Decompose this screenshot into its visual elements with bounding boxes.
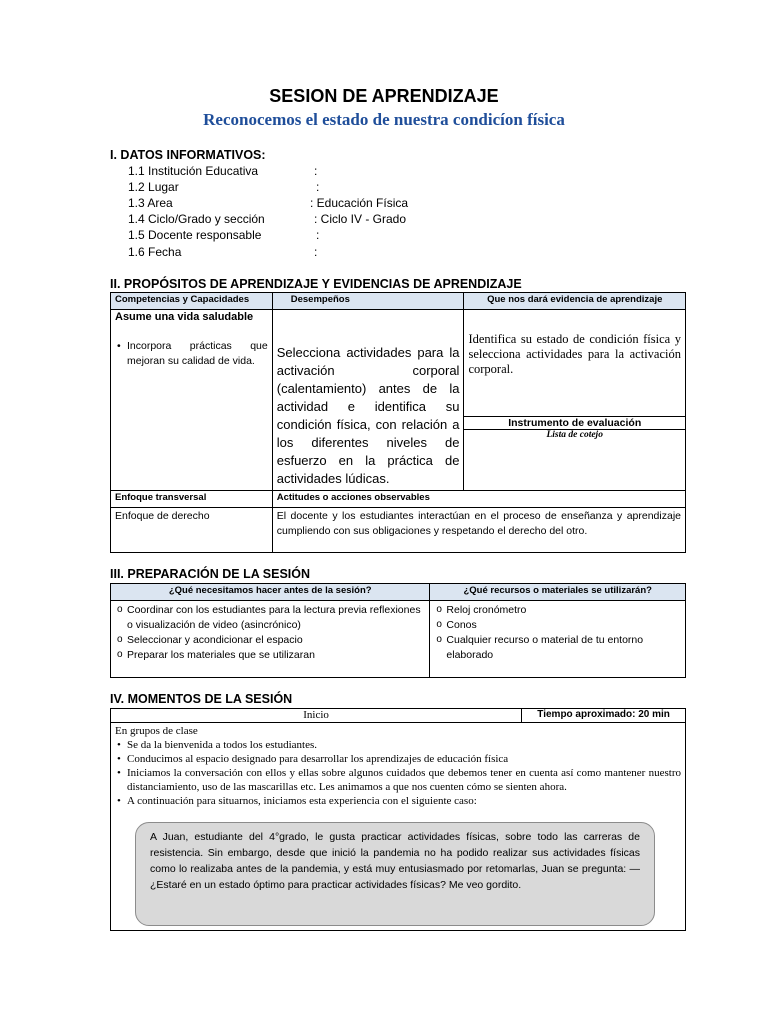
recursos-list [434,603,681,663]
tiempo-label: Tiempo aproximado: 20 min [522,709,686,723]
info-value: : [314,164,318,178]
inicio-label: Inicio [111,709,522,723]
instrumento-value: Lista de cotejo [464,430,686,491]
list-item: • Se da la bienvenida a todos los estudiantes. [115,738,681,752]
inicio-intro: En grupos de clase [115,725,198,737]
header-desempenos: Desempeños [272,293,464,310]
enfoque-value: Enfoque de derecho [111,508,273,553]
list-item: o Coordinar con los estudiantes para la lectura previa reflexiones o visualización de video (asincrónico) [115,603,425,633]
antes-sesion-cell [111,601,430,678]
enfoque-header: Enfoque transversal [111,491,273,508]
antes-sesion-list [115,603,425,663]
inicio-list [115,738,681,808]
desempeno-cell: Selecciona actividades para la activación corporal (calentamiento) antes de la actividad e identifica su condición física, con relación a los diferentes niveles de esfuerzo en la práctica de actividades lúdicas. [272,310,464,491]
evidencia-cell: Identifica su estado de condición física y selecciona actividades para la activación corporal. [464,310,686,417]
list-item: o Cualquier recurso o material de tu entorno elaborado [434,633,681,663]
info-value: : [314,245,318,259]
list-item: • Conducimos al espacio designado para desarrollar los aprendizajes de educación física [115,752,681,766]
competencia-cell [111,310,273,491]
info-label: 1.4 Ciclo/Grado y sección [128,212,265,226]
section-1-heading: I. DATOS INFORMATIVOS: [110,148,266,162]
info-label: 1.6 Fecha [128,245,182,259]
preparation-table [110,583,686,678]
info-label: 1.5 Docente responsable [128,228,262,242]
document-title: SESION DE APRENDIZAJE [269,86,499,106]
section-4-heading: IV. MOMENTOS DE LA SESIÓN [110,692,293,706]
list-item: • A continuación para situarnos, iniciamos esta experiencia con el siguiente caso: [115,794,681,808]
info-value: : Educación Física [310,196,409,210]
info-label: 1.3 Area [128,196,173,210]
header-competencias: Competencias y Capacidades [111,293,273,310]
list-item: o Conos [434,618,681,633]
list-item: o Preparar los materiales que se utilizaran [115,648,425,663]
case-callout: A Juan, estudiante del 4°grado, le gusta practicar actividades físicas, sobre todo las carreras de resistencia. Sin embargo, desde que inició la pandemia no ha podido realizar sus actividades físicas como lo realizaba antes de la pandemia, y está muy entusiasmado por retomarlas, Juan se pregunta: —¿Estaré en un estado óptimo para practicar actividades físicas? Me veo gordito. [135,822,655,926]
purposes-table [110,292,686,553]
list-item: • Iniciamos la conversación con ellos y ellas sobre algunos cuidados que debemos tener en cuenta así como mantener nuestro distanciamiento, uso de las mascarillas etc. Les animamos a que nos cuenten cómo se sienten ahora. [115,766,681,794]
document-subtitle: Reconocemos el estado de nuestra condicíon física [203,110,565,129]
actitudes-value: El docente y los estudiantes interactúan en el proceso de enseñanza y aprendizaje cumpliendo con sus obligaciones y respetando el derecho del otro. [272,508,685,553]
info-value: : [316,228,320,242]
list-item: o Reloj cronómetro [434,603,681,618]
section-2-heading: II. PROPÓSITOS DE APRENDIZAJE Y EVIDENCIAS DE APRENDIZAJE [110,277,522,291]
recursos-cell [430,601,686,678]
list-item: o Seleccionar y acondicionar el espacio [115,633,425,648]
header-recursos: ¿Qué recursos o materiales se utilizarán? [430,584,686,601]
info-value: : [316,180,320,194]
actitudes-header: Actitudes o acciones observables [272,491,685,508]
info-value: : Ciclo IV - Grado [314,212,407,226]
header-evidencia: Que nos dará evidencia de aprendizaje [464,293,686,310]
info-label: 1.1 Institución Educativa [128,164,259,178]
header-antes-sesion: ¿Qué necesitamos hacer antes de la sesión? [111,584,430,601]
capacidad-list [115,339,268,369]
section-3-heading: III. PREPARACIÓN DE LA SESIÓN [110,567,311,581]
capacidad-item: • Incorpora prácticas que mejoran su calidad de vida. [115,339,268,369]
instrumento-label: Instrumento de evaluación [464,417,686,430]
info-label: 1.2 Lugar [128,180,179,194]
competencia-label: Asume una vida saludable [115,311,254,323]
